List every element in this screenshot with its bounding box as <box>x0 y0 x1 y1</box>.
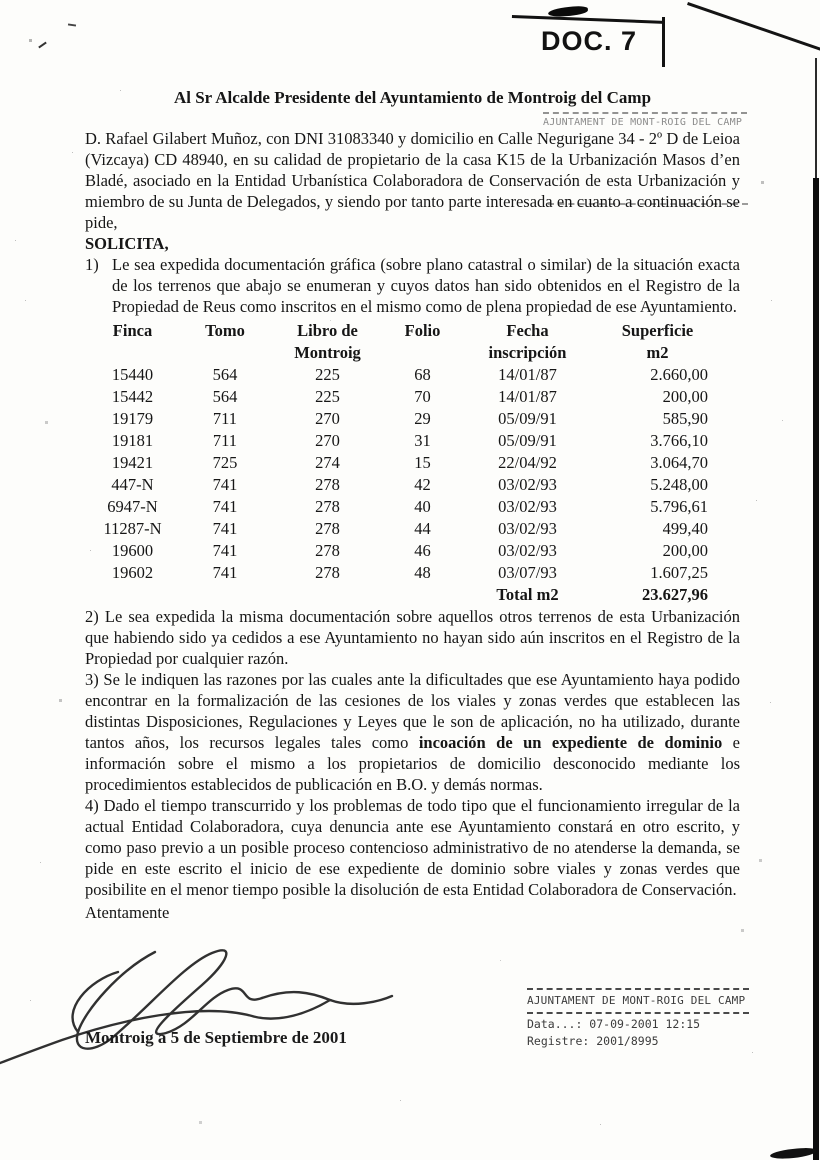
table-row <box>85 430 740 452</box>
letter-addressee-title: Al Sr Alcalde Presidente del Ayuntamiento de Montroig del Camp <box>173 88 652 107</box>
cell-finca: 15440 <box>111 365 154 384</box>
cell-tomo: 564 <box>212 387 238 406</box>
request-item-4: 4) Dado el tiempo transcurrido y los problemas de todo tipo que el funcionamiento irregular de la actual Entidad Colaboradora, cuya denuncia ante ese Ayuntamiento constará en otro escrito, y como paso previo a un posible proceso contencioso administrativo de no atenderse la demanda, se pide en este escrito el inicio de ese expediente de dominio sobre viales y zonas verdes que posibilite en el menor tiempo posible la disolución de esta Entidad Colaboradora de Conservación. <box>85 796 740 899</box>
pen-tick-mark <box>38 42 47 49</box>
doc-number-label: DOC. 7 <box>541 26 638 56</box>
table-row <box>85 474 740 496</box>
col-header-folio <box>385 320 460 364</box>
item-text-bold: incoación de un expediente de dominio <box>418 733 723 752</box>
cell-libro: 278 <box>315 541 340 560</box>
cell-superficie: 5.248,00 <box>650 475 708 494</box>
doc-label-top-line <box>512 15 664 23</box>
table-row <box>85 562 740 584</box>
cell-libro: 270 <box>315 431 340 450</box>
cell-superficie: 3.766,10 <box>650 431 708 450</box>
cell-fecha: 03/02/93 <box>498 497 557 516</box>
cell-empty <box>385 584 460 606</box>
col-header-label: Fecha inscripción <box>488 321 567 362</box>
cell-folio: 70 <box>414 387 431 406</box>
col-header-finca <box>85 320 180 364</box>
request-item-1 <box>85 254 740 317</box>
cell-tomo: 711 <box>212 409 238 428</box>
item-text: e información sobre el mismo a los propietarios de domicilio desconocido mediante los procedimientos establecidos de publicación en B.O. y demás normas. <box>85 733 740 794</box>
intro-paragraph: D. Rafael Gilabert Muñoz, con DNI 31083340 y domicilio en Calle Negurigane 34 - 2º D de Leioa (Vizcaya) CD 48940, en su calidad de propietario de la casa K15 de la Urbanización Masos d’en Bladé, asociado en la Entidad Urbanística Colaboradora de Conservación de esta Urbanización y miembro de su Junta de Delegados, y siendo por tanto parte interesada en cuanto a continuación se pide, <box>85 129 740 232</box>
cell-folio: 40 <box>414 497 431 516</box>
cell-fecha: 14/01/87 <box>498 387 557 406</box>
cell-tomo: 741 <box>212 475 238 494</box>
col-header-tomo <box>180 320 270 364</box>
cell-superficie: 2.660,00 <box>650 365 708 384</box>
pen-tick-mark <box>68 23 76 26</box>
col-header-label: Superficie m2 <box>621 321 694 362</box>
cell-finca: 19602 <box>111 563 154 582</box>
cell-finca: 19179 <box>111 409 154 428</box>
table-row <box>85 540 740 562</box>
cell-superficie: 1.607,25 <box>650 563 708 582</box>
cell-fecha: 03/02/93 <box>498 541 557 560</box>
cell-folio: 48 <box>414 563 431 582</box>
col-header-label: Finca <box>112 321 153 340</box>
scan-noise <box>0 0 1 1</box>
cell-superficie: 499,40 <box>662 519 708 538</box>
col-header-libro <box>270 320 385 364</box>
cell-superficie: 585,90 <box>662 409 708 428</box>
place-date-line: Montroig a 5 de Septiembre de 2001 <box>85 1028 347 1047</box>
table-total-row <box>85 584 740 606</box>
cell-folio: 29 <box>414 409 431 428</box>
cell-fecha: 05/09/91 <box>498 409 557 428</box>
col-header-label: Libro de Montroig <box>294 321 361 362</box>
scan-corner-line <box>687 2 820 57</box>
cell-folio: 42 <box>414 475 431 494</box>
stamp-org-name: AJUNTAMENT DE MONT-ROIG DEL CAMP <box>527 988 749 1014</box>
stamp-date-line: Data...: 07-09-2001 12:15 <box>527 1017 701 1031</box>
table-row <box>85 518 740 540</box>
cell-folio: 46 <box>414 541 431 560</box>
total-value: 23.627,96 <box>642 585 708 604</box>
cell-tomo: 741 <box>212 519 238 538</box>
item-text: Le sea expedida documentación gráfica (sobre plano catastral o similar) de la situación exacta de los terrenos que abajo se enumeran y cuyos datos han sido obtenidos en el Registro de la Propiedad de Reus como inscritos en el mismo como de plena propiedad de ese Ayuntamiento. <box>112 255 740 316</box>
cell-fecha: 03/07/93 <box>498 563 557 582</box>
cell-fecha: 03/02/93 <box>498 475 557 494</box>
cell-libro: 278 <box>315 563 340 582</box>
cell-finca: 11287-N <box>103 519 162 538</box>
cell-libro: 274 <box>315 453 340 472</box>
letter-body <box>85 88 740 923</box>
cell-tomo: 725 <box>212 453 238 472</box>
cell-superficie: 200,00 <box>662 387 708 406</box>
table-row <box>85 496 740 518</box>
cell-libro: 278 <box>315 475 340 494</box>
table-header-row <box>85 320 740 364</box>
property-table <box>85 320 740 606</box>
cell-tomo: 741 <box>212 497 238 516</box>
cell-fecha: 14/01/87 <box>498 365 557 384</box>
cell-empty <box>270 584 385 606</box>
solicita-heading: SOLICITA, <box>85 234 169 253</box>
cell-fecha: 22/04/92 <box>498 453 557 472</box>
cell-libro: 225 <box>315 387 340 406</box>
table-row <box>85 364 740 386</box>
cell-folio: 44 <box>414 519 431 538</box>
item-text: 3) Se le indiquen las razones por las cuales ante la dificultades que ese Ayuntamiento haya podido encontrar en la formalización de las cesiones de los viales y zonas verdes que establecen las distintas Disposiciones, Regulaciones y Leyes que le son de aplicación, no ha utilizado, durante tantos años, los recursos legales tales como <box>85 670 740 752</box>
cell-fecha: 03/02/93 <box>498 519 557 538</box>
cell-tomo: 741 <box>212 563 238 582</box>
request-item-3 <box>85 669 740 795</box>
total-label: Total m2 <box>496 585 559 604</box>
cell-finca: 6947-N <box>107 497 158 516</box>
cell-finca: 19600 <box>111 541 154 560</box>
cell-libro: 270 <box>315 409 340 428</box>
cell-superficie: 3.064,70 <box>650 453 708 472</box>
cell-folio: 15 <box>414 453 431 472</box>
stamp-register-line: Registre: 2001/8995 <box>527 1034 659 1048</box>
cell-tomo: 741 <box>212 541 238 560</box>
item-number: 1) <box>85 255 99 274</box>
col-header-label: Folio <box>404 321 441 340</box>
cell-folio: 68 <box>414 365 431 384</box>
scan-edge-line <box>815 58 817 183</box>
cell-fecha: 05/09/91 <box>498 431 557 450</box>
cell-folio: 31 <box>414 431 431 450</box>
cell-finca: 447-N <box>111 475 154 494</box>
registry-stamp <box>527 988 749 1048</box>
cell-libro: 278 <box>315 519 340 538</box>
col-header-superficie <box>595 320 720 364</box>
scan-edge-line <box>813 178 819 1160</box>
cell-superficie: 5.796,61 <box>650 497 708 516</box>
table-row <box>85 408 740 430</box>
cell-libro: 278 <box>315 497 340 516</box>
col-header-label: Tomo <box>205 321 245 340</box>
cell-finca: 19421 <box>111 453 154 472</box>
table-row <box>85 452 740 474</box>
cell-finca: 19181 <box>111 431 154 450</box>
table-row <box>85 386 740 408</box>
cell-empty <box>85 584 180 606</box>
doc-label-side-line <box>662 17 665 67</box>
cell-tomo: 564 <box>212 365 238 384</box>
col-header-fecha <box>460 320 595 364</box>
cell-tomo: 711 <box>212 431 238 450</box>
closing-word: Atentamente <box>85 903 170 922</box>
request-item-2: 2) Le sea expedida la misma documentación sobre aquellos otros terrenos de esta Urbanización que habiendo sido ya cedidos a ese Ayuntamiento no hayan sido aún inscritos en el Registro de la Propiedad por cualquier razón. <box>85 607 740 668</box>
registry-stamp-faint: AJUNTAMENT DE MONT-ROIG DEL CAMP <box>543 112 747 128</box>
cell-empty <box>180 584 270 606</box>
cell-finca: 15442 <box>111 387 154 406</box>
scan-corner-blob <box>770 1147 817 1160</box>
cell-superficie: 200,00 <box>662 541 708 560</box>
cell-libro: 225 <box>315 365 340 384</box>
